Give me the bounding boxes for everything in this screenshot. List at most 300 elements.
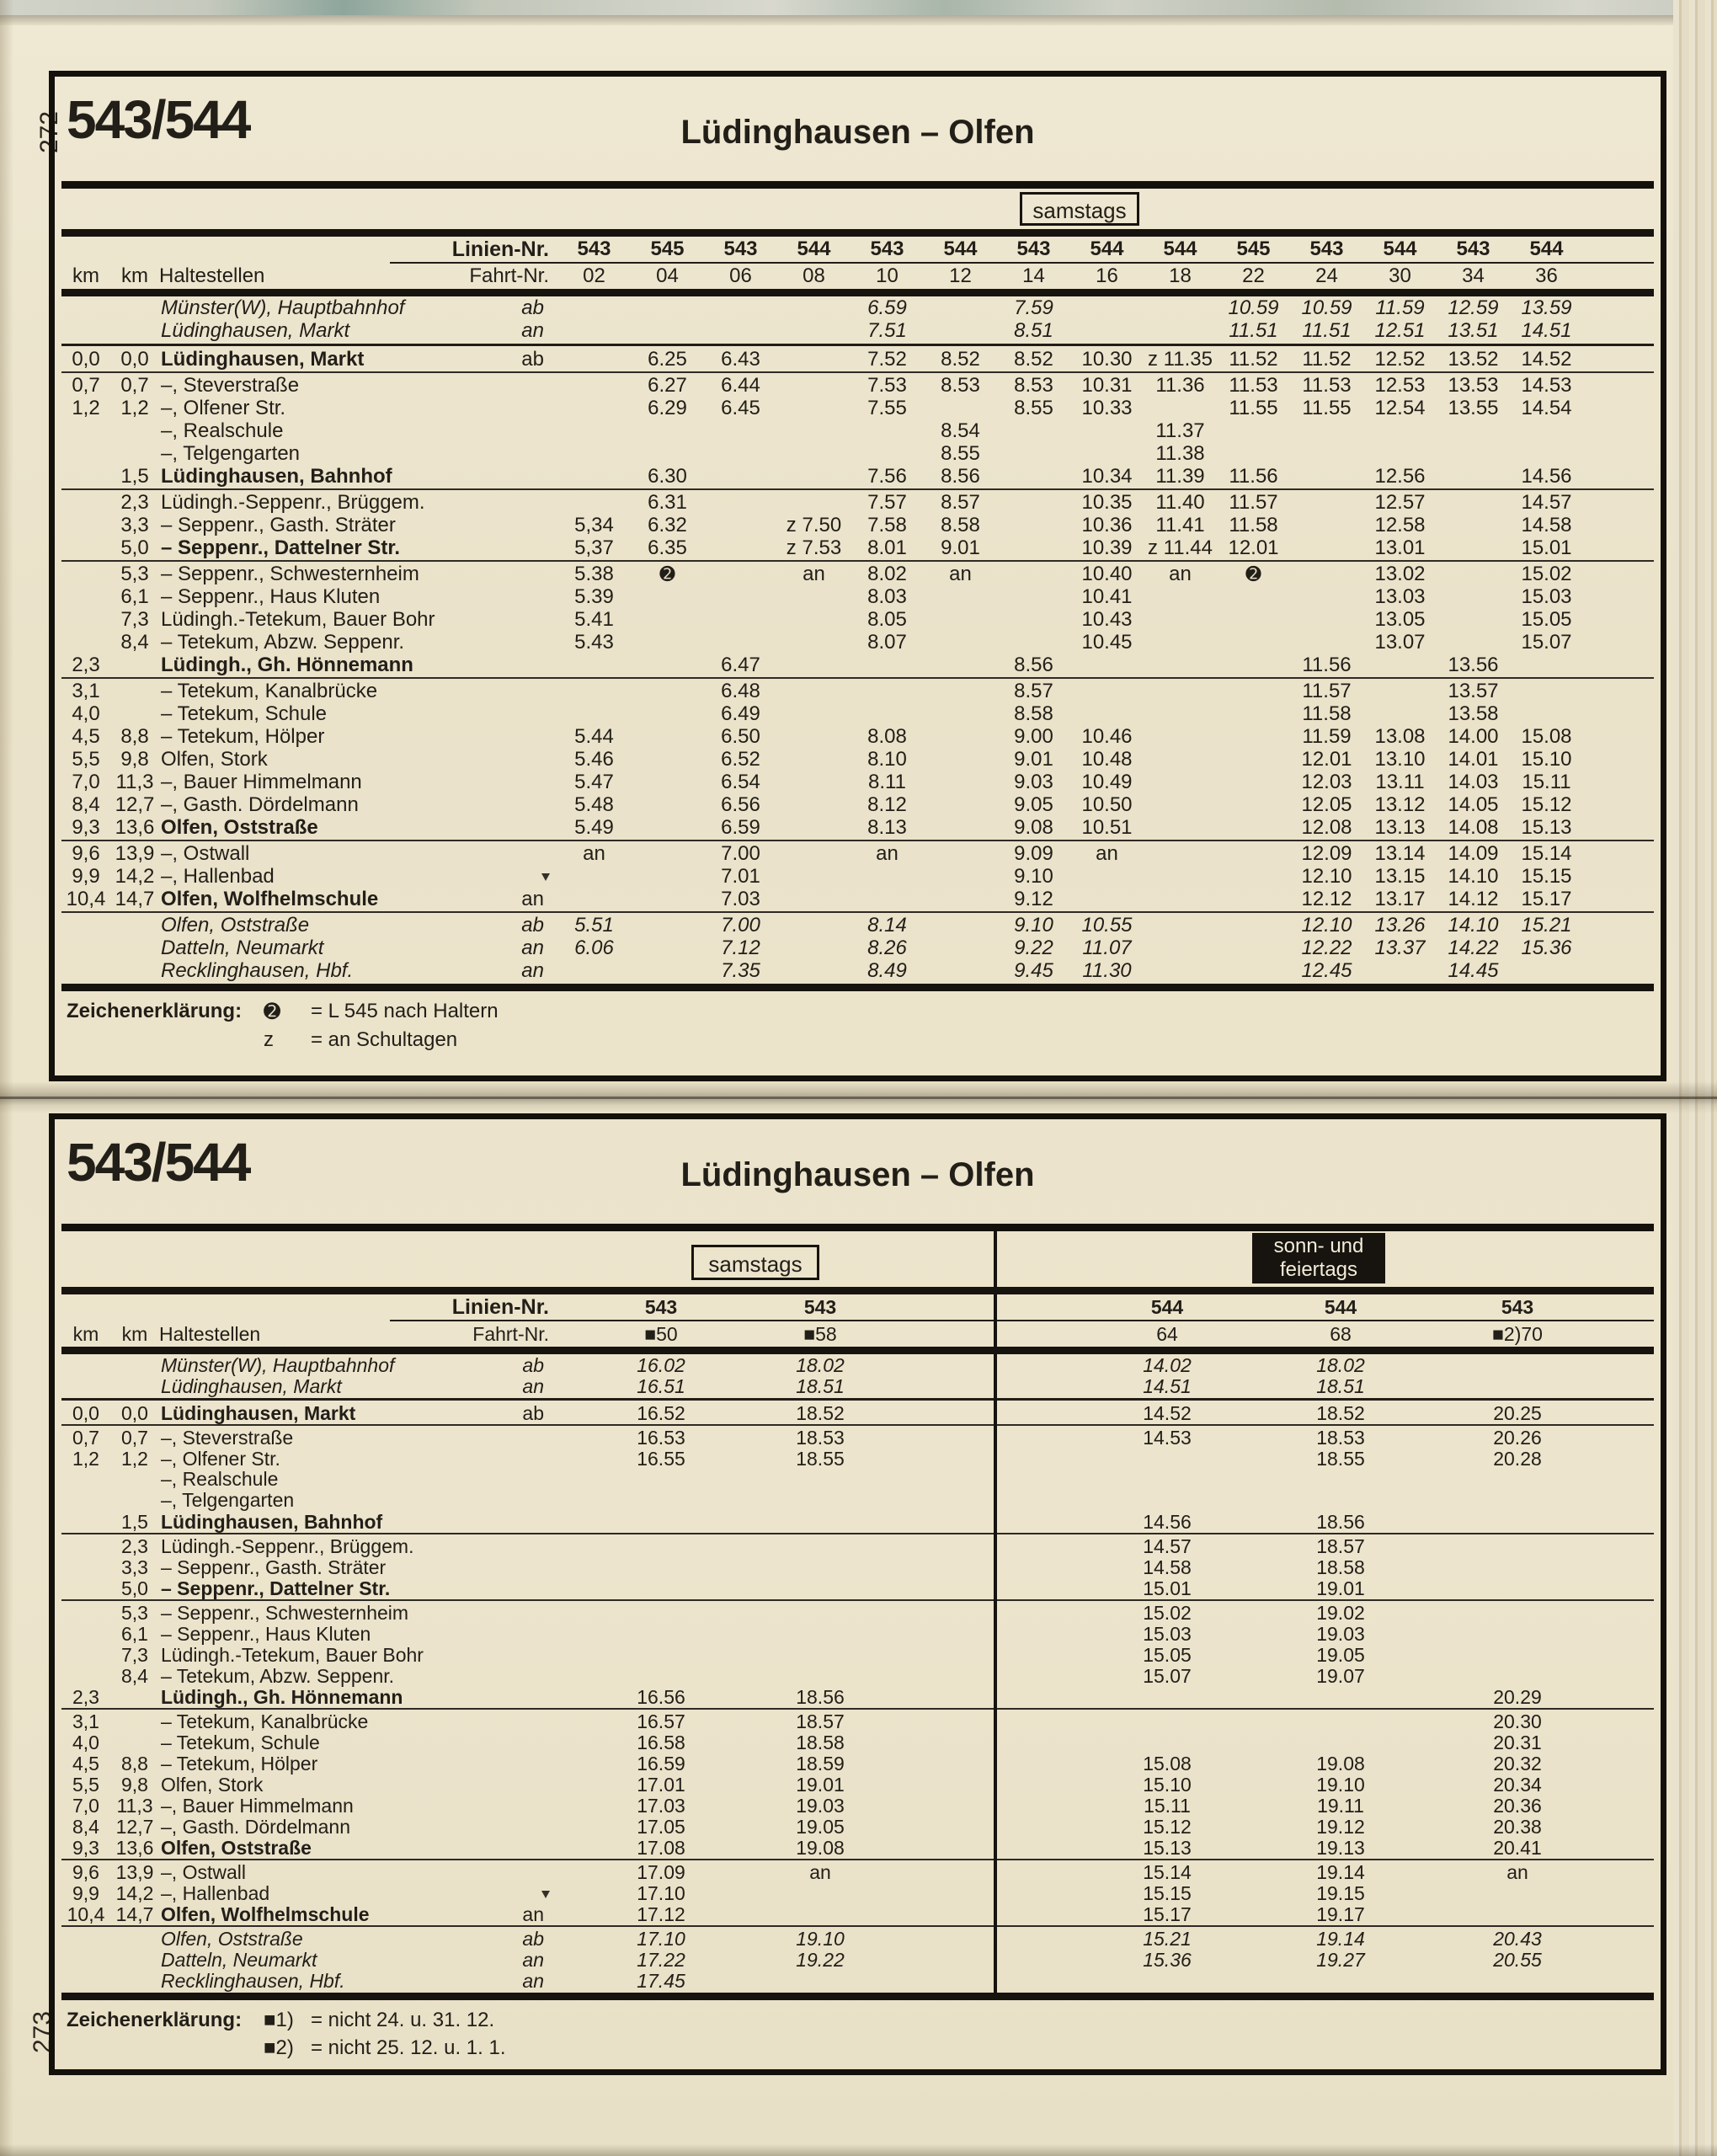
time-cell: 9.12 [1014, 888, 1053, 910]
time-cell: 19.22 [796, 1949, 845, 1971]
km-cell: 9,3 [72, 816, 100, 839]
stop-name: Olfen, Oststraße [161, 1928, 303, 1950]
time-cell: 17.22 [637, 1949, 685, 1971]
time-cell: 13.01 [1374, 536, 1426, 559]
linien-number: 544 [1324, 1295, 1357, 1318]
time-cell: 6.06 [574, 937, 614, 959]
legend [67, 2009, 1654, 2060]
stop-name: – Tetekum, Schule [161, 702, 328, 725]
stop-name: –, Steverstraße [161, 1427, 294, 1449]
km-cell: 4,0 [72, 1732, 99, 1753]
table-header [61, 1124, 1654, 1224]
linien-number: 543 [1309, 237, 1344, 260]
time-cell: 9.01 [941, 536, 980, 559]
time-cell: 9.00 [1014, 725, 1053, 748]
circled-2-symbol: ➋ [1245, 563, 1261, 584]
km-cell: 7,3 [120, 608, 149, 631]
time-cell: 14.56 [1521, 465, 1572, 488]
time-cell: 15.08 [1521, 725, 1572, 748]
timetable-row [61, 680, 1654, 702]
time-cell: 12.09 [1301, 842, 1352, 865]
bottom-page-shadow [0, 2144, 1717, 2156]
time-cell: 15.08 [1143, 1753, 1192, 1774]
linien-number: 544 [943, 237, 978, 260]
time-cell: 15.17 [1143, 1903, 1192, 1925]
group-separator [61, 840, 1654, 841]
time-cell: 17.03 [637, 1795, 685, 1817]
timetable-row [61, 748, 1654, 771]
time-cell: 18.57 [1316, 1535, 1365, 1557]
time-cell: 5,37 [574, 536, 614, 559]
timetable-row [61, 1490, 1654, 1511]
timetable-row [61, 1861, 1654, 1882]
time-cell: 15.12 [1521, 793, 1572, 816]
linien-number: 543 [870, 237, 904, 260]
fahrt-number: 22 [1242, 264, 1265, 287]
ab-an-marker: ab [522, 1354, 544, 1376]
circled-2-symbol: ➋ [659, 563, 675, 584]
km-cell: 8,8 [120, 725, 149, 748]
time-cell: 14.53 [1521, 374, 1572, 397]
timetable-row [61, 1928, 1654, 1949]
time-cell: 18.52 [796, 1402, 845, 1424]
time-cell: 13.03 [1374, 585, 1426, 608]
km-cell: 4,5 [72, 725, 100, 748]
time-cell: 10.59 [1301, 296, 1352, 319]
legend-label: Zeichenerklärung: [67, 2009, 243, 2031]
time-cell: 7.12 [721, 937, 760, 959]
time-cell: 11.57 [1302, 680, 1352, 702]
time-cell: 20.36 [1493, 1795, 1542, 1817]
time-cell: 15.05 [1143, 1644, 1192, 1666]
time-cell: 8.52 [941, 348, 980, 371]
time-cell: 17.10 [637, 1928, 685, 1950]
timetable-row [61, 1469, 1654, 1490]
time-cell: 8.01 [867, 536, 907, 559]
time-cell: 15.03 [1521, 585, 1572, 608]
time-cell: 15.10 [1521, 748, 1572, 771]
time-cell: 5,34 [574, 514, 614, 536]
time-cell: 8.51 [1014, 319, 1053, 342]
time-cell: 6.32 [648, 514, 687, 536]
time-cell: 14.05 [1448, 793, 1499, 816]
km-cell: 13,6 [115, 1837, 154, 1859]
time-cell: 20.28 [1493, 1448, 1542, 1470]
km-cell: 1,2 [72, 1448, 99, 1470]
time-cell: 14.00 [1448, 725, 1499, 748]
time-cell: 18.51 [796, 1375, 845, 1397]
time-cell: 12.10 [1301, 865, 1352, 888]
stop-name: Recklinghausen, Hbf. [161, 959, 354, 982]
time-cell: 14.12 [1448, 888, 1499, 910]
time-cell: 10.51 [1081, 816, 1133, 839]
fahrt-number: 24 [1315, 264, 1338, 287]
km-cell: 3,3 [120, 514, 149, 536]
km-cell: 1,2 [121, 1448, 148, 1470]
day-label: samstags [1020, 192, 1139, 226]
time-cell: 19.08 [1316, 1753, 1365, 1774]
km-cell: 8,4 [72, 1816, 99, 1838]
km-cell: 0,0 [121, 1402, 148, 1424]
time-cell: 18.51 [1316, 1375, 1365, 1397]
km-cell: 12,7 [115, 1816, 154, 1838]
group-separator [61, 911, 1654, 913]
group-separator [61, 560, 1654, 562]
fahrt-label: Fahrt-Nr. [472, 1322, 549, 1345]
time-cell: 7.51 [867, 319, 907, 342]
time-cell: 15.01 [1143, 1577, 1192, 1599]
time-cell: 19.02 [1316, 1602, 1365, 1624]
km-cell: 9,8 [120, 748, 149, 771]
time-cell: 6.59 [721, 816, 760, 839]
time-cell: 19.03 [1316, 1623, 1365, 1645]
time-cell: 17.08 [637, 1837, 685, 1859]
km-cell: 9,6 [72, 842, 100, 865]
stop-name: Lüdinghausen, Markt [161, 1402, 356, 1424]
time-cell: 11.39 [1155, 465, 1205, 488]
fahrt-number: ■2)70 [1492, 1322, 1543, 1345]
ab-an-marker: ab [521, 914, 544, 937]
stop-name: Lüdinghausen, Markt [161, 319, 350, 342]
time-cell: 14.01 [1448, 748, 1499, 771]
time-cell: 12.52 [1374, 348, 1426, 371]
route-number: 543/544 [67, 1132, 250, 1193]
km-cell: 11,3 [115, 771, 154, 793]
timetable-row [61, 1774, 1654, 1795]
time-cell: 14.02 [1143, 1354, 1192, 1376]
stop-name: –, Telgengarten [161, 442, 301, 465]
time-cell: 6.31 [648, 491, 687, 514]
stop-name: –, Ostwall [161, 842, 250, 865]
time-cell: 7.57 [867, 491, 907, 514]
time-cell: 13.05 [1374, 608, 1426, 631]
km-cell: 7,3 [121, 1644, 148, 1666]
time-cell: 13.12 [1374, 793, 1426, 816]
km-cell: 1,5 [120, 465, 149, 488]
time-cell: 11.41 [1155, 514, 1205, 536]
timetable-row [61, 1710, 1654, 1732]
time-cell: 12.05 [1301, 793, 1352, 816]
time-cell: 20.29 [1493, 1686, 1542, 1708]
km-cell: 12,7 [115, 793, 155, 816]
legend-symbol: ■1) [264, 2009, 294, 2031]
km-cell: 4,0 [72, 702, 100, 725]
timetable-row [61, 793, 1654, 816]
ab-an-marker: an [522, 1375, 544, 1397]
timetable-row [61, 1882, 1654, 1903]
time-cell: 19.27 [1316, 1949, 1365, 1971]
stop-name: –, Telgengarten [161, 1489, 295, 1511]
km-cell: 3,1 [72, 1710, 99, 1732]
time-cell: 15.07 [1143, 1665, 1192, 1687]
time-cell: 18.53 [1316, 1427, 1365, 1449]
timetable-row [61, 1623, 1654, 1644]
ab-an-marker: an [521, 937, 544, 959]
time-cell: 10.59 [1228, 296, 1279, 319]
time-cell: 14.52 [1521, 348, 1572, 371]
timetable-row [61, 771, 1654, 793]
stop-name: Recklinghausen, Hbf. [161, 1970, 345, 1992]
time-cell: 16.57 [637, 1710, 685, 1732]
time-cell: 6.52 [721, 748, 760, 771]
time-cell: 10.45 [1081, 631, 1133, 654]
stop-name: Lüdinghausen, Bahnhof [161, 465, 392, 488]
group-separator [61, 344, 1654, 346]
linien-number: 543 [1016, 237, 1051, 260]
time-cell: 12.45 [1301, 959, 1352, 982]
time-cell: 8.02 [867, 563, 907, 585]
linien-number: 543 [1501, 1295, 1534, 1318]
time-cell: 18.58 [1316, 1556, 1365, 1578]
time-cell: an [1096, 842, 1118, 865]
linien-number: 543 [803, 1295, 837, 1318]
km-cell: 0,0 [120, 348, 149, 371]
stop-name: – Seppenr., Gasth. Sträter [161, 1556, 387, 1578]
stop-name: Lüdingh., Gh. Hönnemann [161, 654, 413, 676]
title-rule [61, 1224, 1654, 1231]
time-cell: 17.10 [637, 1882, 685, 1904]
time-cell: 8.26 [867, 937, 907, 959]
time-cell: 15.11 [1522, 771, 1571, 793]
km-cell: 5,5 [72, 1774, 99, 1796]
time-cell: 19.14 [1316, 1928, 1365, 1950]
time-cell: 14.45 [1448, 959, 1499, 982]
stop-name: – Tetekum, Kanalbrücke [161, 1710, 369, 1732]
page-stack-edge [1673, 0, 1717, 2156]
km-cell: 1,2 [120, 397, 149, 419]
time-cell: 5.47 [574, 771, 614, 793]
left-page-shadow [0, 0, 13, 2156]
stop-name: – Tetekum, Hölper [161, 725, 325, 748]
time-cell: 11.38 [1155, 442, 1205, 465]
time-cell: 16.51 [637, 1375, 685, 1397]
stop-name: – Seppenr., Schwesternheim [161, 563, 419, 585]
time-cell: 18.56 [796, 1686, 845, 1708]
time-cell: 9.10 [1014, 914, 1053, 937]
time-cell: 13.56 [1448, 654, 1499, 676]
timetable-row [61, 1354, 1654, 1375]
time-cell: 8.54 [941, 419, 980, 442]
time-cell: 5.39 [574, 585, 614, 608]
header-rule-top [61, 1287, 1654, 1294]
fahrt-number: 14 [1022, 264, 1045, 287]
route-number: 543/544 [67, 89, 250, 150]
time-cell: 10.43 [1081, 608, 1133, 631]
time-cell: 12.51 [1374, 319, 1426, 342]
time-cell: z 7.50 [786, 514, 842, 536]
time-cell: 11.52 [1302, 348, 1352, 371]
time-cell: 7.00 [721, 842, 760, 865]
time-cell: 8.57 [941, 491, 980, 514]
group-separator [61, 677, 1654, 679]
fahrt-number: 34 [1462, 264, 1485, 287]
time-cell: 11.55 [1229, 397, 1278, 419]
time-cell: an [809, 1861, 831, 1883]
time-cell: 19.07 [1316, 1665, 1365, 1687]
time-cell: 19.14 [1316, 1861, 1365, 1883]
time-cell: an [1169, 563, 1192, 585]
time-cell: 16.53 [637, 1427, 685, 1449]
stop-name: Olfen, Stork [161, 748, 268, 771]
time-cell: 11.53 [1229, 374, 1278, 397]
km-cell: 2,3 [120, 491, 149, 514]
stop-name: Lüdingh., Gh. Hönnemann [161, 1686, 403, 1708]
time-cell: 13.59 [1521, 296, 1572, 319]
time-cell: 13.08 [1374, 725, 1426, 748]
time-cell: 18.02 [796, 1354, 845, 1376]
time-cell: 7.56 [867, 465, 907, 488]
timetable-row [61, 348, 1654, 371]
time-cell: 11.58 [1302, 702, 1352, 725]
km-cell: 5,5 [72, 748, 100, 771]
km-cell: 9,8 [121, 1774, 148, 1796]
time-cell: 10.36 [1081, 514, 1133, 536]
time-cell: 11.30 [1082, 959, 1132, 982]
time-cell: 13.52 [1448, 348, 1499, 371]
km-cell: 6,1 [120, 585, 149, 608]
ab-an-marker: an [521, 319, 544, 342]
stop-name: – Tetekum, Kanalbrücke [161, 680, 378, 702]
time-cell: 12.12 [1301, 888, 1352, 910]
km-cell: 8,4 [120, 631, 149, 654]
legend-symbol: ➋ [264, 1001, 281, 1023]
fahrt-number: 08 [803, 264, 825, 287]
stop-name: Olfen, Oststraße [161, 914, 310, 937]
time-cell: 8.56 [941, 465, 980, 488]
timetable-row [61, 491, 1654, 514]
time-cell: 8.14 [867, 914, 907, 937]
time-cell: 10.31 [1081, 374, 1133, 397]
stop-name: Olfen, Wolfhelmschule [161, 888, 379, 910]
time-cell: 8.05 [867, 608, 907, 631]
ab-an-marker: an [522, 1949, 544, 1971]
time-cell: an [876, 842, 898, 865]
fahrt-number: 04 [656, 264, 679, 287]
km-cell: 11,3 [116, 1795, 153, 1817]
fahrt-number: 02 [583, 264, 605, 287]
time-cell: 19.05 [796, 1816, 845, 1838]
km-cell: 2,3 [72, 1686, 99, 1708]
time-cell: 19.15 [1316, 1882, 1365, 1904]
km-label: km [72, 1322, 99, 1345]
time-cell: 13.57 [1448, 680, 1499, 702]
legend-text: = nicht 25. 12. u. 1. 1. [311, 2036, 506, 2059]
stops-fahrt-labels [159, 264, 557, 288]
header-rule-top [61, 229, 1654, 237]
time-cell: 12.22 [1301, 937, 1352, 959]
time-cell: 18.59 [796, 1753, 845, 1774]
table-header [61, 82, 1654, 181]
stop-name: –, Ostwall [161, 1861, 246, 1883]
time-cell: 9.22 [1014, 937, 1053, 959]
km-cell: 5,0 [120, 536, 149, 559]
timetable-row [61, 725, 1654, 748]
time-cell: 8.56 [1014, 654, 1053, 676]
km-cell: 9,9 [72, 1882, 99, 1904]
timetable-row [61, 1511, 1654, 1532]
time-cell: 9.10 [1014, 865, 1053, 888]
time-cell: 19.11 [1317, 1795, 1364, 1817]
time-cell: 8.08 [867, 725, 907, 748]
page-fold-line [0, 1097, 1717, 1099]
linien-number: 543 [644, 1295, 678, 1318]
time-cell: 11.37 [1155, 419, 1205, 442]
legend-label: Zeichenerklärung: [67, 1000, 243, 1022]
time-cell: 7.53 [867, 374, 907, 397]
km-cell: 14,2 [115, 865, 155, 888]
day-label: sonn- und feiertags [1252, 1233, 1385, 1283]
time-cell: 13.15 [1374, 865, 1426, 888]
time-cell: 18.55 [796, 1448, 845, 1470]
time-cell: 8.07 [867, 631, 907, 654]
km-cell: 14,7 [115, 888, 155, 910]
km-label: km [121, 264, 148, 287]
km-cell: 14,2 [115, 1882, 154, 1904]
stop-name: –, Gasth. Dördelmann [161, 793, 359, 816]
timetable-row [61, 959, 1654, 982]
km-cell: 3,1 [72, 680, 100, 702]
time-cell: 8.49 [867, 959, 907, 982]
linien-label: Linien-Nr. [451, 237, 549, 261]
time-cell: 7.59 [1014, 296, 1053, 319]
time-cell: 18.56 [1316, 1511, 1365, 1533]
stop-name: Lüdingh.-Tetekum, Bauer Bohr [161, 608, 435, 631]
time-cell: 20.34 [1493, 1774, 1542, 1796]
header-rule-bottom [61, 289, 1654, 296]
time-cell: 11.56 [1302, 654, 1352, 676]
fahrt-number: 36 [1535, 264, 1558, 287]
time-cell: 13.02 [1374, 563, 1426, 585]
fahrt-header-row [61, 1321, 1654, 1347]
fahrt-number: ■50 [644, 1322, 678, 1345]
km-cell: 10,4 [67, 1903, 105, 1925]
table-bottom-rule [61, 984, 1654, 991]
stop-name: Lüdingh.-Seppenr., Brüggem. [161, 491, 425, 514]
time-cell: 8.53 [1014, 374, 1053, 397]
time-cell: 13.10 [1374, 748, 1426, 771]
timetable-row [61, 702, 1654, 725]
time-cell: 16.59 [637, 1753, 685, 1774]
time-cell: 20.43 [1493, 1928, 1542, 1950]
stop-name: – Seppenr., Dattelner Str. [161, 1577, 391, 1599]
time-cell: 14.58 [1143, 1556, 1192, 1578]
time-cell: 17.09 [637, 1861, 685, 1883]
stop-name: –, Olfener Str. [161, 397, 286, 419]
time-cell: 19.01 [796, 1774, 845, 1796]
stop-name: –, Bauer Himmelmann [161, 1795, 354, 1817]
time-cell: 14.57 [1143, 1535, 1192, 1557]
fahrt-number: ■58 [803, 1322, 837, 1345]
km-cell: 13,9 [115, 1861, 154, 1883]
stop-name: –, Hallenbad [161, 865, 275, 888]
time-cell: 11.59 [1375, 296, 1425, 319]
timetable-row [61, 1753, 1654, 1774]
time-cell: 12.10 [1301, 914, 1352, 937]
km-cell: 2,3 [121, 1535, 148, 1557]
time-cell: 8.58 [941, 514, 980, 536]
linien-header-row [61, 237, 1654, 262]
time-cell: 14.58 [1521, 514, 1572, 536]
km-label: km [72, 264, 99, 287]
table-title: Lüdinghausen – Olfen [680, 1156, 1035, 1193]
time-cell: 15.13 [1143, 1837, 1192, 1859]
timetable-row [61, 816, 1654, 839]
group-separator [61, 371, 1654, 373]
km-cell: 5,0 [121, 1577, 148, 1599]
time-cell: 19.03 [796, 1795, 845, 1817]
time-cell: 7.01 [721, 865, 760, 888]
km-cell: 2,3 [72, 654, 100, 676]
